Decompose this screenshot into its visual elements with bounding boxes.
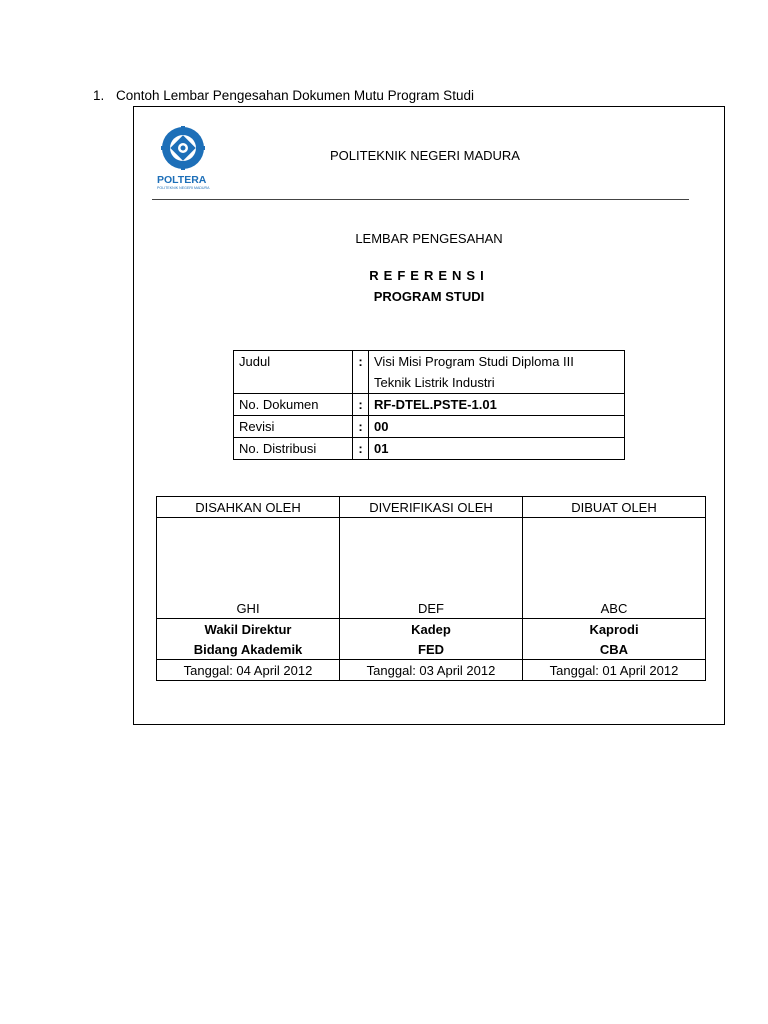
signer-unit: FED bbox=[340, 639, 523, 660]
list-item-heading bbox=[93, 88, 474, 103]
list-number: 1. bbox=[93, 88, 105, 103]
table-row bbox=[234, 394, 625, 416]
reference-title: REFERENSI bbox=[369, 268, 489, 283]
column-header: DISAHKAN OLEH bbox=[157, 497, 340, 518]
info-separator: : bbox=[353, 394, 369, 416]
info-separator: : bbox=[353, 351, 369, 394]
approval-date: Tanggal: 01 April 2012 bbox=[523, 660, 706, 681]
signer-position: Wakil Direktur bbox=[157, 619, 340, 640]
info-label: Judul bbox=[234, 351, 353, 394]
signer-unit: Bidang Akademik bbox=[157, 639, 340, 660]
table-row bbox=[234, 438, 625, 460]
approval-date-row bbox=[157, 660, 706, 681]
title-line-2: Teknik Listrik Industri bbox=[374, 375, 495, 390]
info-value bbox=[369, 351, 625, 394]
sheet-title: LEMBAR PENGESAHAN bbox=[355, 231, 503, 246]
info-label: No. Distribusi bbox=[234, 438, 353, 460]
info-label: No. Dokumen bbox=[234, 394, 353, 416]
signer-name: DEF bbox=[340, 598, 523, 619]
institution-name: POLITEKNIK NEGERI MADURA bbox=[330, 148, 520, 163]
column-header: DIVERIFIKASI OLEH bbox=[340, 497, 523, 518]
logo-text: POLTERA bbox=[157, 174, 207, 186]
poltera-logo bbox=[155, 126, 221, 192]
info-separator: : bbox=[353, 438, 369, 460]
signer-name-row bbox=[157, 598, 706, 619]
info-value: 01 bbox=[369, 438, 625, 460]
list-text: Contoh Lembar Pengesahan Dokumen Mutu Program Studi bbox=[116, 88, 474, 103]
table-row bbox=[234, 416, 625, 438]
approval-header-row bbox=[157, 497, 706, 518]
title-line-1: Visi Misi Program Studi Diploma III bbox=[374, 354, 574, 369]
signer-unit-row bbox=[157, 639, 706, 660]
header-divider bbox=[152, 199, 689, 200]
reference-subtitle: PROGRAM STUDI bbox=[373, 289, 485, 304]
logo-subtext: POLITEKNIK NEGERI MADURA bbox=[157, 186, 210, 190]
signer-name: GHI bbox=[157, 598, 340, 619]
approval-date: Tanggal: 03 April 2012 bbox=[340, 660, 523, 681]
column-header: DIBUAT OLEH bbox=[523, 497, 706, 518]
signer-name: ABC bbox=[523, 598, 706, 619]
signer-unit: CBA bbox=[523, 639, 706, 660]
table-row bbox=[234, 351, 625, 394]
signer-position: Kaprodi bbox=[523, 619, 706, 640]
signer-position-row bbox=[157, 619, 706, 640]
signature-area bbox=[523, 518, 706, 599]
signature-space-row bbox=[157, 518, 706, 599]
info-value: 00 bbox=[369, 416, 625, 438]
signature-area bbox=[157, 518, 340, 599]
approval-date: Tanggal: 04 April 2012 bbox=[157, 660, 340, 681]
signer-position: Kadep bbox=[340, 619, 523, 640]
approval-table bbox=[156, 496, 706, 681]
info-label: Revisi bbox=[234, 416, 353, 438]
info-separator: : bbox=[353, 416, 369, 438]
info-value: RF-DTEL.PSTE-1.01 bbox=[369, 394, 625, 416]
document-info-table bbox=[233, 350, 625, 460]
signature-area bbox=[340, 518, 523, 599]
